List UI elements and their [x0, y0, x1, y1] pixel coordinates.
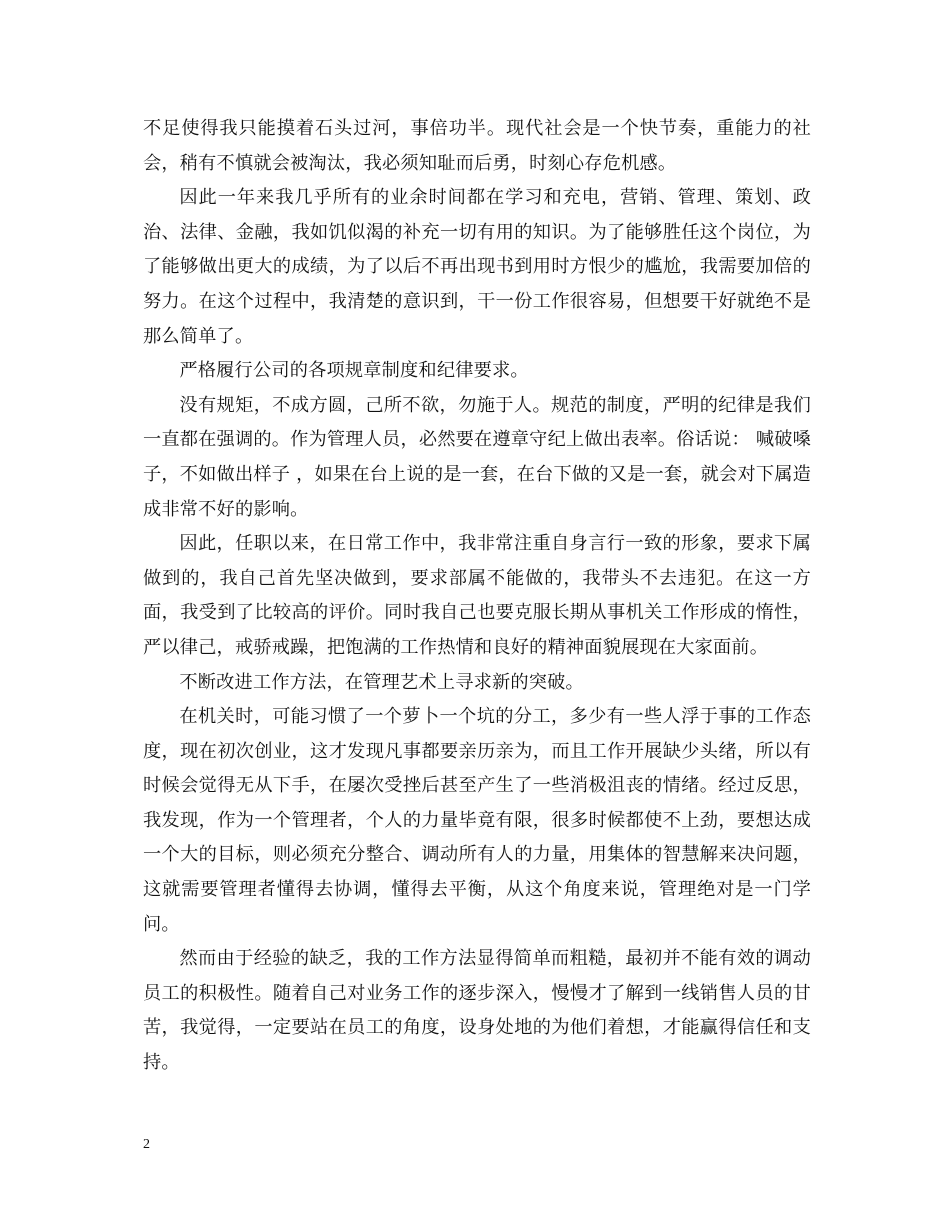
paragraph-management: 在机关时，可能习惯了一个萝卜一个坑的分工，多少有一些人浮于事的工作态度，现在初次创业，这才发现凡事都要亲历亲为，而且工作开展缺少头绪，所以有时候会觉得无从下手，在屡次受挫后甚至产生了一些消极沮丧的情绪。经过反思，我发现，作为一个管理者，个人的力量毕竟有限，很多时候都使不上劲，要想达成一个大的目标，则必须充分整合、调动所有人的力量，用集体的智慧解来决问题，这就需要管理者懂得去协调，懂得去平衡，从这个角度来说，管理绝对是一门学问。 — [143, 706, 811, 935]
paragraph-example: 因此，任职以来，在日常工作中，我非常注重自身言行一致的形象，要求下属做到的，我自己首先坚决做到，要求部属不能做的，我带头不去违犯。在这一方面，我受到了比较高的评价。同时我自己也要克服长期从事机关工作形成的惰性，严以律己，戒骄戒躁，把饱满的工作热情和良好的精神面貌展现在大家面前。 — [143, 533, 811, 658]
document-body — [143, 112, 811, 1081]
paragraph-continuation: 不足使得我只能摸着石头过河，事倍功半。现代社会是一个快节奏，重能力的社会，稍有不慎就会被淘汰，我必须知耻而后勇，时刻心存危机感。 — [143, 118, 811, 174]
page-number: 2 — [143, 1137, 150, 1152]
paragraph-study: 因此一年来我几乎所有的业余时间都在学习和充电，营销、管理、策划、政治、法律、金融，我如饥似渴的补充一切有用的知识。为了能够胜任这个岗位，为了能够做出更大的成绩，为了以后不再出现书到用时方恨少的尴尬，我需要加倍的努力。在这个过程中，我清楚的意识到，干一份工作很容易，但想要干好就绝不是那么简单了。 — [143, 187, 811, 347]
paragraph-experience: 然而由于经验的缺乏，我的工作方法显得简单而粗糙，最初并不能有效的调动员工的积极性。随着自己对业务工作的逐步深入，慢慢才了解到一线销售人员的甘苦，我觉得，一定要站在员工的角度，设身处地的为他们着想，才能赢得信任和支持。 — [143, 948, 811, 1074]
paragraph-rules: 没有规矩，不成方圆，己所不欲，勿施于人。规范的制度，严明的纪律是我们一直都在强调的。作为管理人员，必然要在遵章守纪上做出表率。俗话说： 喊破嗓子，不如做出样子 ，如果在台上说的是一套，在台下做的又是一套，就会对下属造成非常不好的影响。 — [143, 394, 811, 520]
section-heading-methods: 不断改进工作方法，在管理艺术上寻求新的突破。 — [179, 671, 584, 693]
section-heading-rules: 严格履行公司的各项规章制度和纪律要求。 — [179, 360, 529, 382]
